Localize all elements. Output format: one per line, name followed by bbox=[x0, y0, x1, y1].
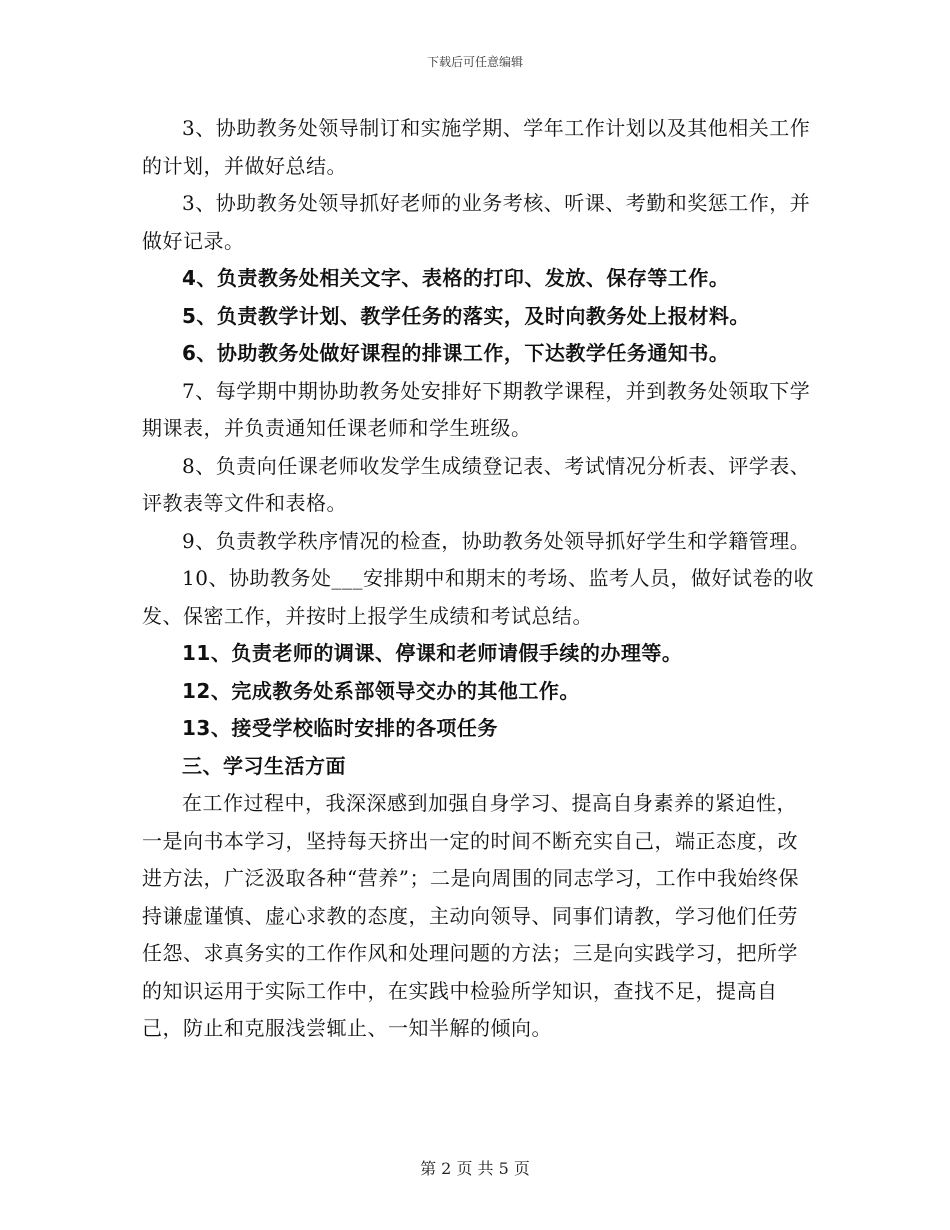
paragraph-item-11: 11、负责老师的调课、停课和老师请假手续的办理等。 bbox=[182, 641, 683, 665]
paragraph-item-6: 6、协助教务处做好课程的排课工作，下达教学任务通知书。 bbox=[182, 341, 730, 365]
document-body bbox=[142, 110, 814, 1048]
paragraph-item-3b: 3、协助教务处领导抓好老师的业务考核、听课、考勤和奖惩工作，并做好记录。 bbox=[142, 191, 811, 253]
page-footer: 第 2 页 共 5 页 bbox=[420, 1159, 530, 1178]
paragraph-study-life: 在工作过程中，我深深感到加强自身学习、提高自身素养的紧迫性，一是向书本学习，坚持每天挤出一定的时间不断充实自己，端正态度，改进方法，广泛汲取各种“营养”；二是向周围的同志学习，工作中我始终保持谦虚谨慎、虚心求教的态度，主动向领导、同事们请教，学习他们任劳任怨、求真务实的工作作风和处理问题的方法；三是向实践学习，把所学的知识运用于实际工作中，在实践中检验所学知识，查找不足，提高自己，防止和克服浅尝辄止、一知半解的倾向。 bbox=[142, 791, 799, 1040]
paragraph-item-9: 9、负责教学秩序情况的检查，协助教务处领导抓好学生和学籍管理。 bbox=[182, 528, 811, 553]
paragraph-item-10: 10、协助教务处___安排期中和期末的考场、监考人员，做好试卷的收发、保密工作，并按时上报学生成绩和考试总结。 bbox=[142, 566, 814, 628]
paragraph-item-3a: 3、协助教务处领导制订和实施学期、学年工作计划以及其他相关工作的计划，并做好总结。 bbox=[142, 116, 811, 178]
paragraph-item-8: 8、负责向任课老师收发学生成绩登记表、考试情况分析表、评学表、评教表等文件和表格。 bbox=[142, 453, 811, 515]
paragraph-item-4: 4、负责教务处相关文字、表格的打印、发放、保存等工作。 bbox=[182, 266, 730, 290]
paragraph-item-12: 12、完成教务处系部领导交办的其他工作。 bbox=[182, 678, 580, 703]
paragraph-item-5: 5、负责教学计划、教学任务的落实，及时向教务处上报材料。 bbox=[182, 303, 750, 328]
paragraph-item-13: 13、接受学校临时安排的各项任务 bbox=[182, 716, 498, 740]
page-header: 下载后可任意编辑 bbox=[426, 55, 523, 69]
section-heading-study-life: 三、学习生活方面 bbox=[182, 753, 346, 778]
paragraph-item-7: 7、每学期中期协助教务处安排好下期教学课程，并到教务处领取下学期课表，并负责通知任课老师和学生班级。 bbox=[142, 378, 811, 440]
